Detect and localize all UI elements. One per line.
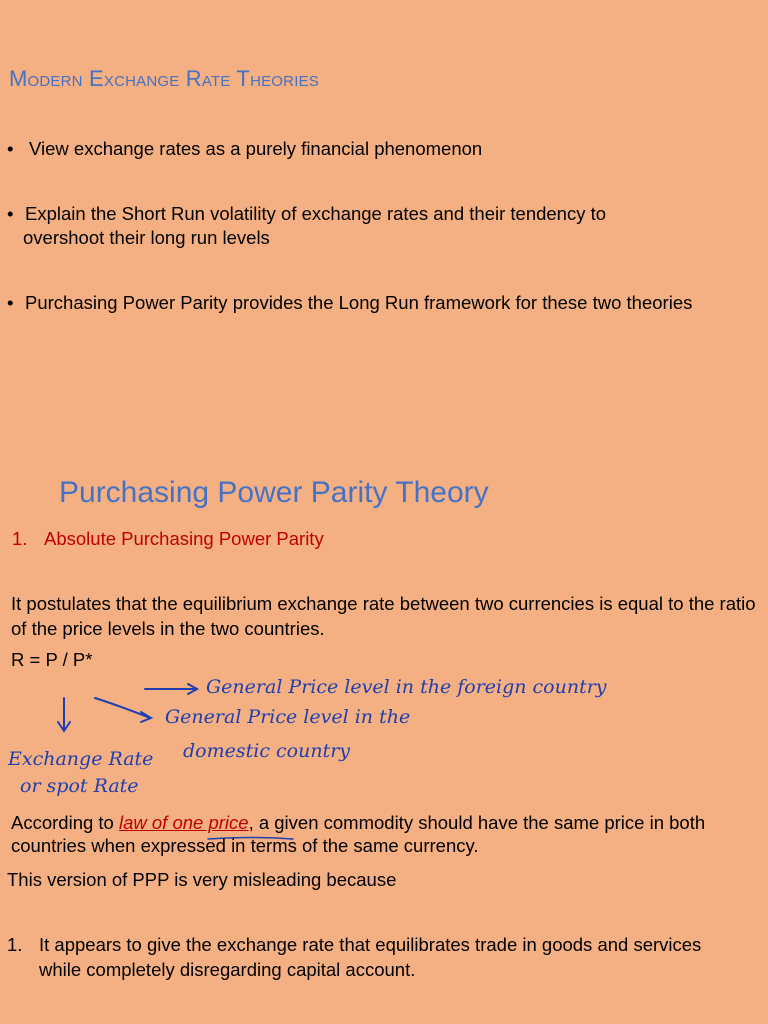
subheading-number: 1. xyxy=(12,528,28,549)
annotation-domestic-price-level-line2: domestic country xyxy=(183,740,351,762)
arrow-domestic xyxy=(95,698,150,718)
bullet-text-continuation: overshoot their long run levels xyxy=(23,227,270,248)
ppp-formula: R = P / P* xyxy=(11,649,93,670)
slide-title-modern-exchange-rate-theories: Modern Exchange Rate Theories xyxy=(9,66,319,91)
bullet-text: Explain the Short Run volatility of exchange rates and their tendency to xyxy=(25,203,607,224)
slide-title-ppp-theory: Purchasing Power Parity Theory xyxy=(59,476,489,509)
bullet-icon: • xyxy=(7,138,14,159)
annotation-domestic-price-level-line1: General Price level in the xyxy=(165,706,411,728)
point-text: It appears to give the exchange rate that equilibrates trade in goods and services while completely disregarding capital account. xyxy=(39,934,702,980)
bullet-icon: • xyxy=(7,292,14,313)
law-of-one-price-paragraph xyxy=(11,811,756,857)
bullet-text: View exchange rates as a purely financial phenomenon xyxy=(29,138,483,159)
annotation-exchange-rate-line2: or spot Rate xyxy=(20,775,139,797)
according-suffix: , a given commodity should have the same price in both countries when expressed in terms of the same currency. xyxy=(11,812,706,856)
according-prefix: According to xyxy=(11,812,119,833)
point-number: 1. xyxy=(7,934,23,955)
bullet-text: Purchasing Power Parity provides the Long Run framework for these two theories xyxy=(25,292,693,313)
law-of-one-price-highlight: law of one price xyxy=(118,812,249,833)
annotation-exchange-rate-line1: Exchange Rate xyxy=(8,748,154,770)
subheading-text: Absolute Purchasing Power Parity xyxy=(44,528,324,549)
bullet-icon: • xyxy=(7,203,14,224)
annotation-foreign-price-level: General Price level in the foreign country xyxy=(206,676,607,698)
numbered-point-1 xyxy=(7,932,737,982)
ppp-misleading-statement: This version of PPP is very misleading because xyxy=(7,869,397,890)
ppp-definition-paragraph: It postulates that the equilibrium exchange rate between two currencies is equal to the ratio of the price levels in the two countries. xyxy=(11,593,756,639)
